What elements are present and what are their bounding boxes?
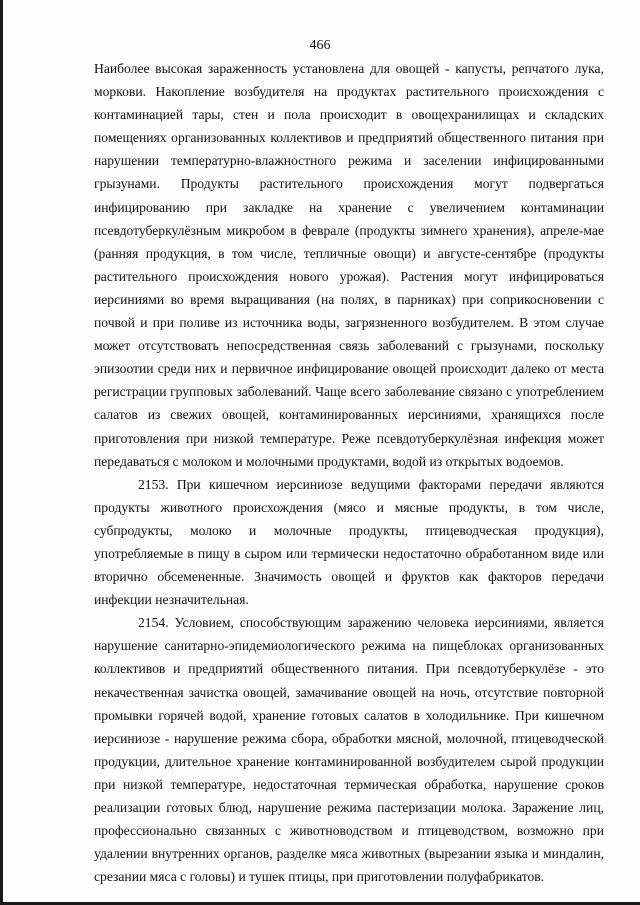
scan-edge-left <box>0 0 3 905</box>
paragraph-intro: Наиболее высокая зараженность установлена для овощей - капусты, репчатого лука, моркови. Накопление возбудителя на продуктах растительного происхождения с контаминацией тары, стен и пола происходит в овощехранилищах и складских помещениях организованных коллективов и предприятий общественного питания при нарушении температурно-влажностного режима и заселении инфицированными грызунами. Продукты растительного происхождения могут подвергаться инфицированию при закладке на хранение с увеличением контаминации псевдотуберкулёзным микробом в феврале (продукты зимнего хранения), апреле-мае (ранняя продукция, в том числе, тепличные овощи) и августе-сентябре (продукты растительного происхождения нового урожая). Растения могут инфицироваться иерсиниями во время выращивания (на полях, в парниках) при соприкосновении с почвой и при поливе из источника воды, загрязненного возбудителем. В этом случае может отсутствовать непосредственная связь заболеваний с грызунами, поскольку эпизоотии среди них и первичное инфицирование овощей происходит далеко от места регистрации групповых заболеваний. Чаще всего заболевание связано с употреблением салатов из свежих овощей, контаминированных иерсиниями, хранящихся после приготовления при низкой температуре. Реже псевдотуберкулёзная инфекция может передаваться с молоком и молочными продуктами, водой из открытых водоемов. <box>94 61 604 469</box>
page-number: 466 <box>309 38 331 53</box>
paragraph-2153: 2153. При кишечном иерсиниозе ведущими факторами передачи являются продукты животного происхождения (мясо и мясные продукты, в том числе, субпродукты, молоко и молочные продукты, птицеводческая продукция), употребляемые в пищу в сыром или термически недостаточно обработанном виде или вторично обсемененные. Значимость овощей и фруктов как факторов передачи инфекции незначительная. <box>94 476 604 608</box>
body-text <box>94 57 604 888</box>
paragraph-2154: 2154. Условием, способствующим заражению человека иерсиниями, является нарушение санитарно-эпидемиологического режима на пищеблоках организованных коллективов и предприятий общественного питания. При псевдотуберкулёзе - это некачественная зачистка овощей, замачивание овощей на ночь, отсутствие повторной промывки горячей водой, хранение готовых салатов в холодильнике. При кишечном иерсиниозе - нарушение режима сбора, обработки мясной, молочной, птицеводческой продукции, длительное хранение контаминированной возбудителем сырой продукции при низкой температуре, недостаточная термическая обработка, нарушение сроков реализации готовых блюд, нарушение режима пастеризации молока. Заражение лиц, профессионально связанных с животноводством и птицеводством, возможно при удалении внутренних органов, разделке мяса животных (вырезании языка и миндалин, срезании мяса с головы) и тушек птицы, при приготовлении полуфабрикатов. <box>94 615 604 885</box>
